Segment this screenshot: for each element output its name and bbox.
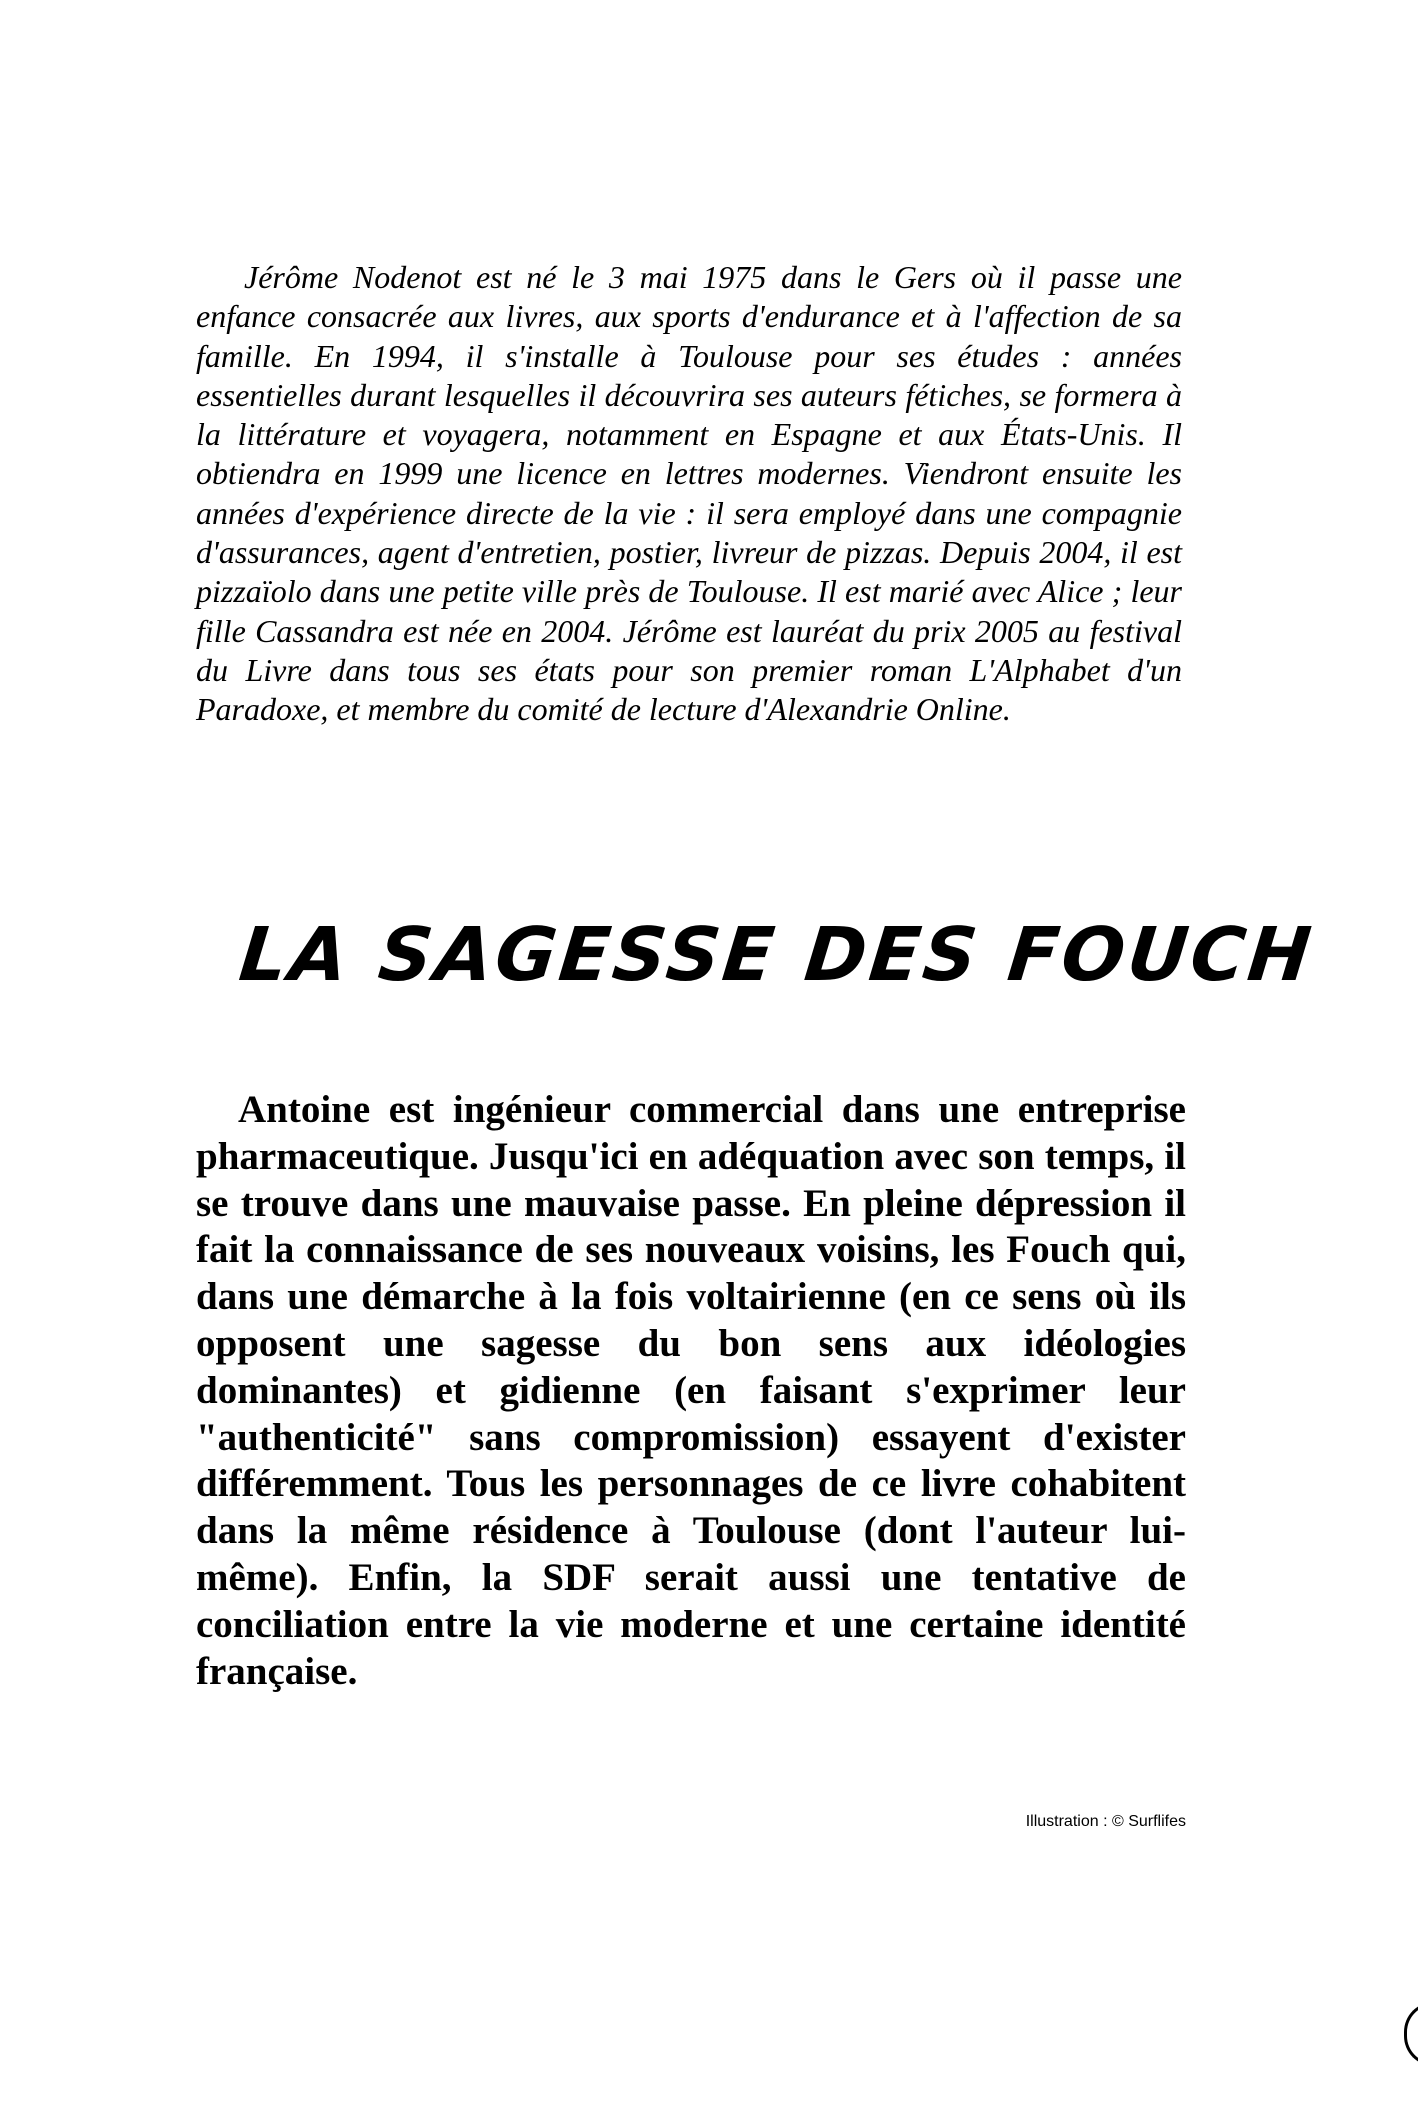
illustration-credit: Illustration : © Surflifes (1025, 1813, 1186, 1830)
book-summary: Antoine est ingénieur commercial dans une entreprise pharmaceutique. Jusqu'ici en adéquation avec son temps, il se trouve dans une mauvaise passe. En pleine dépression il fait la connaissance de ses nouveaux voisins, les Fouch qui, dans une démarche à la fois voltairienne (en ce sens où ils opposent une sagesse du bon sens aux idéologies dominantes) et gidienne (en faisant s'exprimer leur "authenticité" sans compromission) essayent d'exister différemment. Tous les personnages de ce livre cohabitent dans la même résidence à Toulouse (dont l'auteur lui-même). Enfin, la SDF serait aussi une tentative de conciliation entre la vie moderne et une certaine identité française. (196, 1088, 1186, 1693)
author-biography: Jérôme Nodenot est né le 3 mai 1975 dans le Gers où il passe une enfance consacrée aux livres, aux sports d'endurance et à l'affection de sa famille. En 1994, il s'installe à Toulouse pour ses études : années essentielles durant lesquelles il découvrira ses auteurs fétiches, se formera à la littérature et voyagera, notamment en Espagne et aux États-Unis. Il obtiendra en 1999 une licence en lettres modernes. Viendront ensuite les années d'expérience directe de la vie : il sera employé dans une compagnie d'assurances, agent d'entretien, postier, livreur de pizzas. Depuis 2004, il est pizzaïolo dans une petite ville près de Toulouse. Il est marié avec Alice ; leur fille Cassandra est née en 2004. Jérôme est lauréat du prix 2005 au festival du Livre dans tous ses états pour son premier roman L'Alphabet d'un Paradoxe, et membre du comité de lecture d'Alexandrie Online. (196, 259, 1182, 728)
book-title: LA SAGESSE DES FOUCH (235, 912, 1318, 998)
page-edge-mark (1404, 2002, 1418, 2066)
